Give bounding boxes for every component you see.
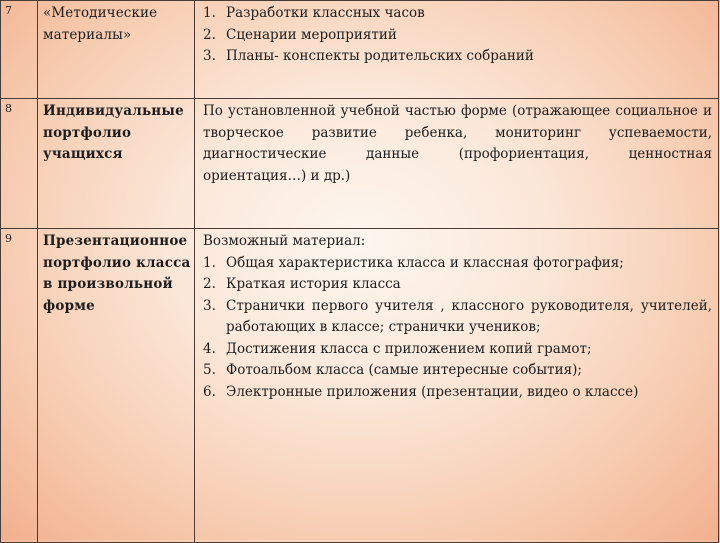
list-item-text: Сценарии мероприятий [226, 26, 397, 43]
list-item-number: 2. [203, 276, 216, 292]
section-description [195, 1, 719, 99]
section-name [38, 229, 195, 543]
list-item [203, 296, 712, 339]
description-intro: Возможный материал: [203, 233, 366, 249]
row-number: 8 [1, 99, 38, 229]
list-item-text: Достижения класса с приложением копий грамот; [226, 340, 592, 357]
list-item-text: Общая характеристика класса и классная фотография; [226, 254, 624, 271]
list-item [203, 25, 712, 47]
section-description [195, 229, 719, 543]
list-item-number: 5. [203, 362, 216, 378]
section-name [38, 1, 195, 99]
materials-list [203, 253, 712, 404]
list-item-number: 2. [203, 26, 216, 43]
list-item-number: 1. [203, 5, 216, 21]
section-name-text: Индивидуальные портфолио учащихся [43, 103, 184, 162]
list-item [203, 382, 712, 404]
list-item [203, 3, 712, 25]
list-item [203, 274, 712, 296]
table-row [1, 229, 719, 543]
table-row [1, 99, 719, 229]
list-item-text: Странички первого учителя , классного руководителя, учителей, работающих в классе; странички учеников; [226, 297, 712, 335]
list-item-text: Планы- конспекты родительских собраний [226, 48, 534, 64]
list-item [203, 360, 712, 382]
materials-list [203, 3, 712, 68]
section-name-text: Презентационное портфолио класса в произвольной форме [43, 233, 191, 314]
list-item [203, 253, 712, 275]
description-text: По установленной учебной частью форме (отражающее социальное и творческое развитие ребенка, мониторинг успеваемости, диагностические данные (профориентация, ценностная ориентация…) и др.) [203, 103, 712, 184]
list-item-text: Разработки классных часов [226, 5, 425, 21]
row-number: 7 [1, 1, 38, 99]
list-item-number: 1. [203, 254, 216, 271]
list-item-text: Краткая история класса [226, 276, 401, 292]
list-item-text: Фотоальбом класса (самые интересные события); [226, 362, 582, 378]
table-row [1, 1, 719, 99]
list-item [203, 339, 712, 361]
list-item-number: 3. [203, 297, 216, 314]
list-item-number: 3. [203, 48, 216, 64]
list-item-text: Электронные приложения (презентации, видео о классе) [226, 383, 639, 400]
row-number: 9 [1, 229, 38, 543]
section-name [38, 99, 195, 229]
section-name-text: «Методические материалы» [43, 5, 158, 43]
list-item-number: 6. [203, 383, 216, 400]
section-description [195, 99, 719, 229]
list-item-number: 4. [203, 340, 216, 357]
list-item [203, 46, 712, 68]
